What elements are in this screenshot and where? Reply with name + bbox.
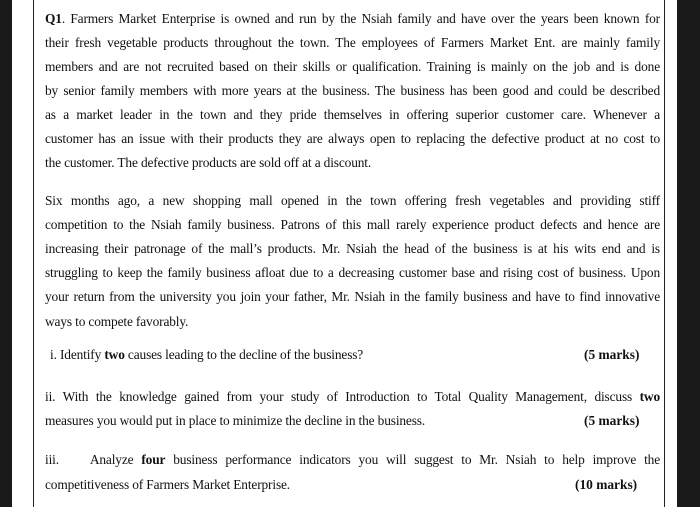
text-line: ways to compete favorably. (45, 314, 189, 329)
question-text: iii. Analyze four business performance indicators you will suggest to Mr. Nsiah to help improve the (45, 452, 660, 467)
text-line: competition to the Nsiah family business. Patrons of this mall rarely experience product defects and hence are (45, 217, 660, 232)
question-text: ii. With the knowledge gained from your study of Introduction to Total Quality Management, discuss two (45, 389, 660, 404)
text-line: Q1. Farmers Market Enterprise is owned and run by the Nsiah family and have over the years been known for (45, 11, 660, 26)
text-line: Six months ago, a new shopping mall opened in the town offering fresh vegetables and providing stiff (45, 193, 660, 208)
left-dark-edge (0, 0, 12, 507)
marks-label: (5 marks) (584, 413, 640, 428)
text-line: increasing their patronage of the mall’s products. Mr. Nsiah the head of the business is at his wits end and is (45, 241, 660, 256)
question-text-line2: measures you would put in place to minimize the decline in the business. (45, 413, 426, 428)
text-line: as a market leader in the town and they pride themselves in offering superior customer care. Whenever a (45, 107, 660, 122)
text-line: struggling to keep the family business afloat due to a decreasing customer base and rising cost of business. Upon (45, 265, 660, 280)
text-line: your return from the university you join your father, Mr. Nsiah in the family business and have to find innovative (45, 289, 660, 304)
marks-label: (5 marks) (584, 347, 640, 362)
question-text: i. Identify two causes leading to the decline of the business? (50, 347, 364, 362)
question-label: Q1 (45, 11, 62, 26)
text-line: the customer. The defective products are sold off at a discount. (45, 155, 372, 170)
text-line: by senior family members with more years at the business. The business has been good and could be described (45, 83, 660, 98)
text-line: their fresh vegetable products throughout the town. The employees of Farmers Market Ent. are mainly family (45, 35, 660, 50)
marks-label: (10 marks) (575, 477, 638, 492)
text-line: customer has an issue with their products they are always open to replacing the defective product at no cost to (45, 131, 660, 146)
text-line: members and are not recruited based on their skills or qualification. Training is mainly on the job and is done (45, 59, 660, 74)
right-dark-edge (677, 0, 700, 507)
question-text-line2: competitiveness of Farmers Market Enterprise. (45, 477, 290, 492)
